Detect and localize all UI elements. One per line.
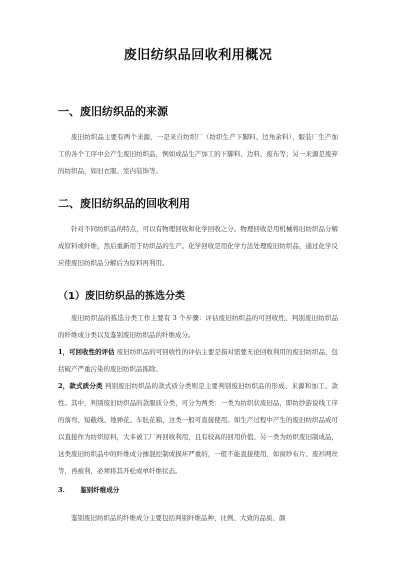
list-item-number: 3. [58, 486, 65, 494]
list-item-category [58, 378, 338, 480]
subsection-heading-sorting: （1）废旧纺织品的拣选分类 [58, 291, 185, 302]
list-item-recyclability [58, 344, 338, 378]
section-body-recycling: 针对不同纺织品的特点，可以有物理回收和化学回收之分。物理回收是用机械将旧纺织品分解成原料或纤维，然后重新用于纺织品的生产。化学回收是用化学方法处理废旧纺织品，通过化学反应使废旧纺织品分解后为原料再利用。 [58, 225, 338, 267]
list-item-fiber-body: 鉴别废旧纺织品的纤维成分主要包括判别纤维品种、比例、大致的品质、颜 [71, 514, 286, 522]
list-item-body: 废旧纺织品的可回收性的评估主要是指对需要无论回收利用的废旧纺织品，包括破产严重污染的废旧纺织品拣除。 [58, 348, 338, 373]
section-body-sources: 废旧纺织品主要有两个来源，一是来自纺织厂（纺织生产下脚料、边角余料）、服装厂生产加工的各个工序中会产生废旧纺织品，例如成品生产加工的下脚料、边料、废布等；另一来源是废弃的纺织品，如旧衣服、室内装饰等。 [58, 133, 338, 175]
list-item-body: 判别废旧纺织品的款式质分类则是主要判别废旧纺织品的形成、来源和加工、款性。其中，判别废旧纺织品的款服质分类，可分为两类：一类为纺织状废旧品，即纺纱游说线工序的落弯、短截线、地弹花、车肚花箱，这类一般可直接使用。如生产过程中产生的废旧纺织品成可以直接作为纺织原料，大多被工厂再回收利用，且有较高的回用价值。另一类为纺织废旧制成品，这类废旧纺织品中的纤维成分掺混控制或损坏严重的，一般不能直接使用，如窗纱布片、废衫网丝等，再被利，必须将其开松或单纤维状态。 [58, 382, 338, 475]
section-heading-sources: 一、废旧纺织品的来源 [58, 105, 168, 118]
list-item-fiber-heading [58, 480, 338, 500]
section-heading-recycling: 二、废旧纺织品的回收利用 [58, 197, 190, 210]
list-item-heading: 鉴别纤维成分 [80, 486, 120, 494]
list-item-lead: 1，可回收性的评估 [58, 348, 115, 356]
list-item-lead: 2，款式质分类 [58, 382, 103, 390]
document-title: 废旧纺织品回收利用概况 [123, 48, 273, 63]
subsection-intro-sorting: 废旧纺织品的拣选分类工作主要有 3 个步骤：评估废旧纺织品的可回收性、判别废旧纺织品的纤维成分类以及鉴别废旧纺织品的纤维成分。 [58, 314, 338, 339]
